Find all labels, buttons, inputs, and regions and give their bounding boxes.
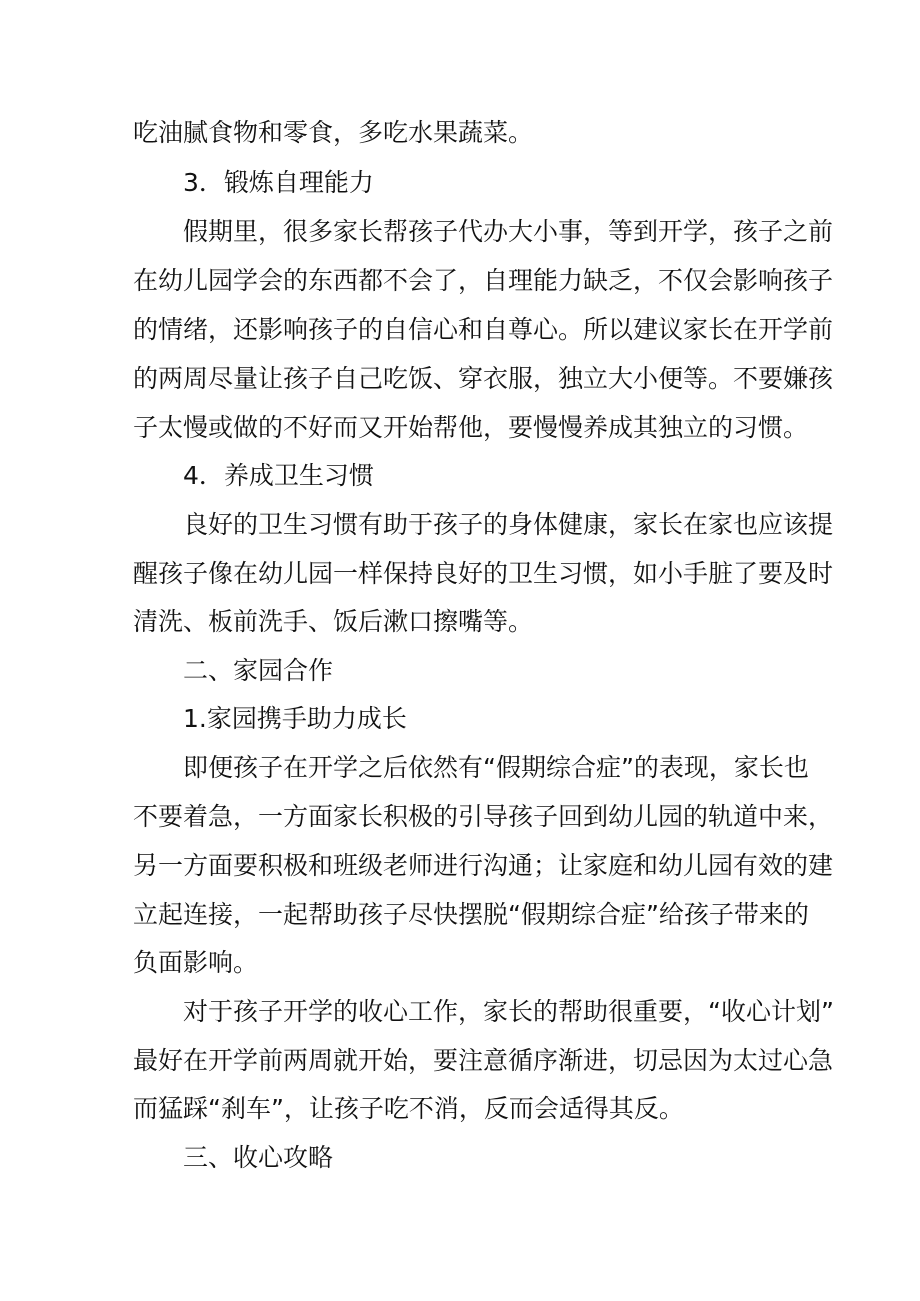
paragraph-line: 子太慢或做的不好而又开始帮他，要慢慢养成其独立的习惯。 xyxy=(133,413,809,442)
paragraph-line: 负面影响。 xyxy=(133,948,259,977)
paragraph-line: 良好的卫生习惯有助于孩子的身体健康，家长在家也应该提 xyxy=(183,510,834,539)
paragraph-line: 不要着急，一方面家长积极的引导孩子回到幼儿园的轨道中来， xyxy=(133,802,834,831)
paragraph-line: 的情绪，还影响孩子的自信心和自尊心。所以建议家长在开学前 xyxy=(133,315,834,344)
paragraph-line: 另一方面要积极和班级老师进行沟通；让家庭和幼儿园有效的建 xyxy=(133,851,834,880)
section-heading: 3．锻炼自理能力 xyxy=(183,168,374,197)
chapter-heading: 二、家园合作 xyxy=(183,656,334,685)
paragraph-line: 最好在开学前两周就开始，要注意循序渐进，切忌因为太过心急 xyxy=(133,1046,834,1075)
section-heading: 4．养成卫生习惯 xyxy=(183,461,374,490)
paragraph-line: 即便孩子在开学之后依然有“假期综合症”的表现，家长也 xyxy=(183,753,809,782)
paragraph-line: 的两周尽量让孩子自己吃饭、穿衣服，独立大小便等。不要嫌孩 xyxy=(133,364,834,393)
paragraph-line: 对于孩子开学的收心工作，家长的帮助很重要，“收心计划” xyxy=(183,997,834,1026)
paragraph-line: 吃油腻食物和零食，多吃水果蔬菜。 xyxy=(133,118,534,147)
paragraph-line: 醒孩子像在幼儿园一样保持良好的卫生习惯，如小手脏了要及时 xyxy=(133,559,834,588)
paragraph-line: 在幼儿园学会的东西都不会了，自理能力缺乏，不仅会影响孩子 xyxy=(133,266,834,295)
paragraph-line: 而猛踩“刹车”，让孩子吃不消，反而会适得其反。 xyxy=(133,1094,684,1123)
paragraph-line: 假期里，很多家长帮孩子代办大小事，等到开学，孩子之前 xyxy=(183,217,834,246)
section-heading: 1.家园携手助力成长 xyxy=(183,704,407,733)
chapter-heading: 三、收心攻略 xyxy=(183,1143,334,1172)
paragraph-line: 清洗、板前洗手、饭后漱口擦嘴等。 xyxy=(133,607,534,636)
paragraph-line: 立起连接，一起帮助孩子尽快摆脱“假期综合症”给孩子带来的 xyxy=(133,900,809,929)
